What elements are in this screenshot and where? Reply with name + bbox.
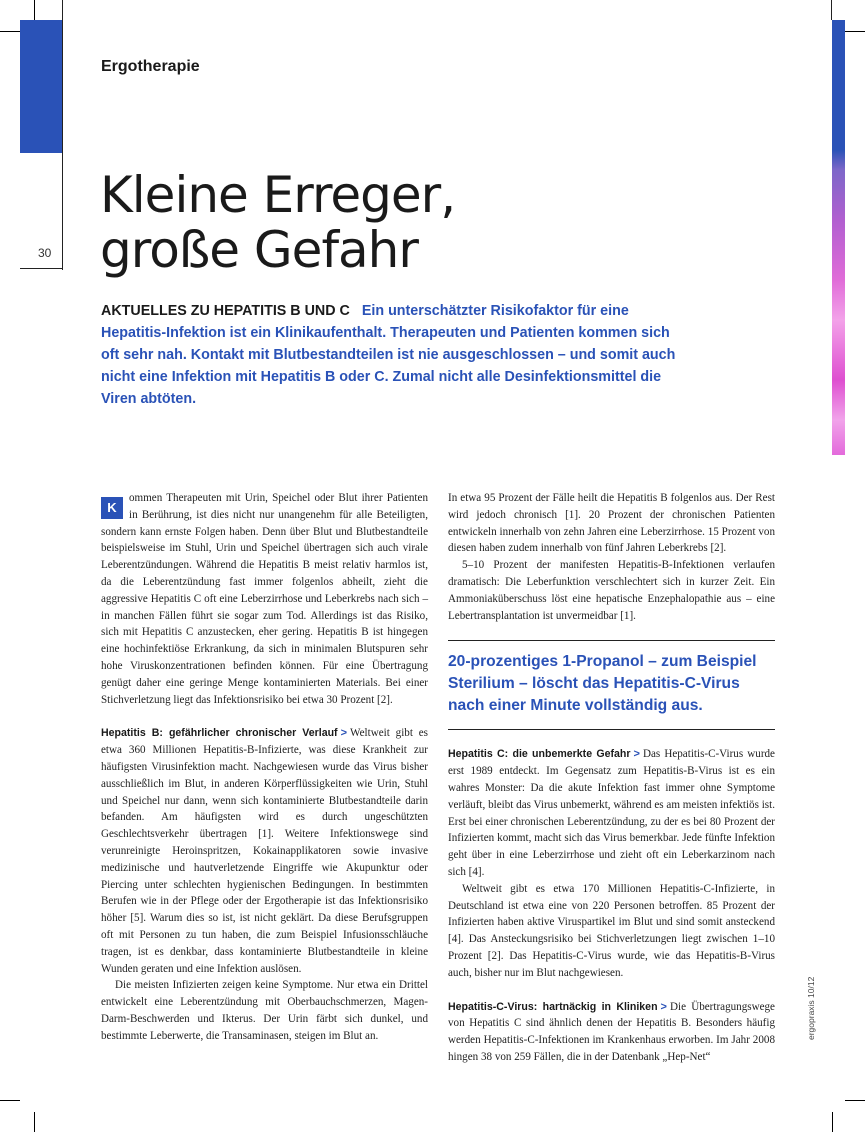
lead-kicker: AKTUELLES ZU HEPATITIS B UND C: [101, 303, 350, 319]
text-column-left: [101, 490, 428, 1045]
crop-mark: [832, 1112, 833, 1132]
subheading: Hepatitis-C-Virus: hartnäckig in Kliniken: [448, 1000, 658, 1013]
decorative-image-strip: [832, 20, 845, 455]
paragraph-text: ommen Therapeuten mit Urin, Speichel oder Blut ihrer Patienten in Berührung, ist dies nicht nur unangenehm für alle Beteiligten, sondern kann ernste Folgen haben. Denn über Blut und Blutbestandteile beispielsweise im Stuhl, Urin und Speichel übertragen sich auch virale Leberentzündungen. Während die Hepatitis B meist relativ harmlos ist, da die Leberentzündung fast immer folgenlos abheilt, zieht die aggressive Hepatitis C oft eine Leberzirrhose und Leberkrebs nach sich – in manchen Fällen führt sie sogar zum Tod. Allerdings ist das Risiko, sich mit Hepatitis C anzustecken, eher gering. Hepatitis B ist hingegen eine hochinfektiöse Erkrankung, da sich in minimalen Blutspuren sehr hohe Viruskonzentrationen befinden können. Für eine Übertragung genügt daher eine geringe Menge kontaminierten Materials. Bei einer Stichverletzung liegt das Infektionsrisiko bei etwa 30 Prozent [2].: [101, 492, 428, 706]
dropcap: K: [101, 497, 123, 519]
paragraph: Die meisten Infizierten zeigen keine Symptome. Nur etwa ein Drittel entwickelt eine Leberentzündung mit Oberbauchschmerzen, Magen-Darm-Beschwerden und Ikterus. Der Urin färbt sich dunkel, und bestimmte Leberwerte, die Transaminasen, steigen im Blut an.: [101, 979, 428, 1042]
paragraph: [101, 725, 428, 977]
page-number: 30: [38, 246, 52, 260]
margin-rule: [62, 0, 63, 270]
paragraph: [448, 746, 775, 880]
crop-mark: [0, 31, 20, 32]
crop-mark: [0, 1100, 20, 1101]
subheading: Hepatitis C: die unbemerkte Gefahr: [448, 748, 631, 761]
article-lead: [101, 300, 691, 410]
paragraph: 5–10 Prozent der manifesten Hepatitis-B-Infektionen verlaufen dramatisch: Die Leberfunktion verschlechtert sich in kurzer Zeit. Ein Ammoniaküberschuss löst eine hepatische Enzephalopathie aus – eine Lebertransplantation ist unvermeidbar [1].: [448, 559, 775, 622]
arrow-right-icon: >: [340, 727, 348, 740]
journal-footer: ergopraxis 10/12: [806, 976, 816, 1040]
paragraph-text: Die Übertragungswege von Hepatitis C sind ähnlich denen der Hepatitis B. Besonders häufig werden Hepatitis-C-Infektionen im Krankenhaus erworben. Im Jahr 2008 hingen 38 von 259 Fällen, die in der Datenbank „Hep-Net“: [448, 1000, 775, 1063]
section-color-tab: [20, 20, 62, 153]
pull-quote: 20-prozentiges 1-Propanol – zum Beispiel Sterilium – löscht das Hepatitis-C-Virus nach einer Minute vollständig aus.: [448, 640, 775, 730]
paragraph: In etwa 95 Prozent der Fälle heilt die Hepatitis B folgenlos aus. Der Rest wird jedoch chronisch [1]. 20 Prozent der chronischen Patienten entwickeln innerhalb von zehn Jahren eine Leberzirrhose. 15 Prozent von diesen haben zudem innerhalb von fünf Jahren Leberkrebs [2].: [448, 492, 775, 555]
section-label: Ergotherapie: [101, 58, 200, 75]
lead-text: Ein unterschätzter Risikofaktor für eine Hepatitis-Infektion ist ein Klinikaufenthalt. Therapeuten und Patienten kommen sich oft sehr nah. Kontakt mit Blutbestandteilen ist nie ausgeschlossen – und somit auch nicht eine Infektion mit Hepatitis B oder C. Zumal nicht alle Desinfektionsmittel die Viren abtöten.: [101, 303, 676, 407]
arrow-right-icon: >: [633, 748, 640, 761]
arrow-right-icon: >: [660, 1000, 667, 1013]
paragraph-text: Weltweit gibt es etwa 360 Millionen Hepatitis-B-Infizierte, was diese Krankheit zur häufigsten Virusinfektion macht. Nachgewiesen wurde das Virus bisher ausschließlich im Blut, in anderen Körperflüssigkeiten wie Urin, Stuhl und Speichel nur dann, wenn sich kontaminierte Blutbestandteile darin befanden. Am häufigsten wird es durch ungeschützten Geschlechtsverkehr übertragen [1]. Weitere Infektionswege sind verunreinigte Heroinspritzen, Kokainapplikatoren sowie invasive medizinische und hautverletzende Eingriffe wie Akupunktur oder Piercing unter schlechten hygienischen Bedingungen. In bestimmten Berufen wie in der Pflege oder der Ergotherapie ist das Infektionsrisiko höher [5]. Warum dies so ist, ist nicht geklärt. Da diese Berufsgruppen oft mit Personen zu tun haben, die zum Beispiel Infusionsschläuche tragen, ist es denkbar, dass kontaminierte Blutbestandteile in kleine Wunden geraten und eine Infektion auslösen.: [101, 727, 428, 975]
paragraph: Weltweit gibt es etwa 170 Millionen Hepatitis-C-Infizierte, in Deutschland ist etwa eine von 220 Personen betroffen. 85 Prozent der Infizierten haben aktive Viruspartikel im Blut und sind somit ansteckend [4]. Das Ansteckungsrisiko bei Stichverletzungen liegt zwischen 1–10 Prozent [2]. Das Hepatitis-C-Virus wurde, wie das Hepatitis-B-Virus auch, bisher nur im Blut nachgewiesen.: [448, 882, 775, 979]
title-line-1: Kleine Erreger,: [100, 166, 456, 224]
title-line-2: große Gefahr: [100, 221, 418, 279]
crop-mark: [845, 31, 865, 32]
crop-mark: [845, 1100, 865, 1101]
paragraph-text: Das Hepatitis-C-Virus wurde erst 1989 entdeckt. Im Gegensatz zum Hepatitis-B-Virus ist es ein wahres Monster: Da die akute Infektion fast immer ohne Symptome verläuft, bleibt das Virus unbemerkt, während es am meisten infektiös ist. Erst bei einer chronischen Leberentzündung, zu der es bei 80 Prozent der Infizierten kommt, macht sich das Virus bemerkbar. Jede fünfte Infektion geht über in eine Leberzirrhose und zieht oft ein Leberkarzinom nach sich [4].: [448, 748, 775, 878]
strip-rule: [831, 0, 832, 20]
subheading: Hepatitis B: gefährlicher chronischer Verlauf: [101, 727, 338, 740]
text-column-right: [448, 490, 775, 1066]
paragraph: [448, 999, 775, 1066]
paragraph: [101, 490, 428, 708]
crop-mark: [34, 0, 35, 22]
crop-mark: [34, 1112, 35, 1132]
article-title: [100, 168, 455, 278]
